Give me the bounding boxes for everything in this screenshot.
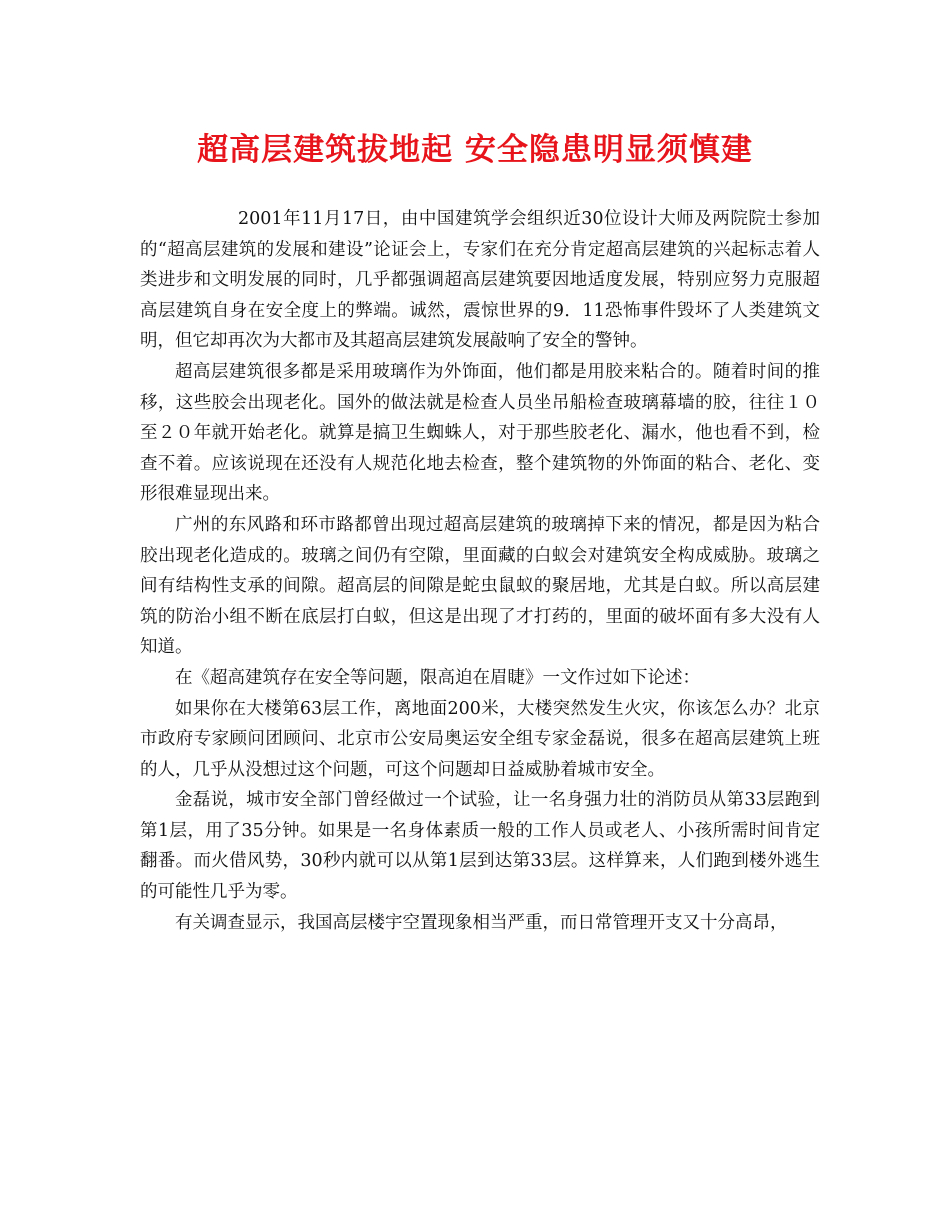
- body-paragraph: 如果你在大楼第63层工作，离地面200米，大楼突然发生火灾，你该怎么办？北京市政府专家顾问团顾问、北京市公安局奥运安全组专家金磊说，很多在超高层建筑上班的人，几乎从没想过这个问题，可这个问题却日益威胁着城市安全。: [140, 698, 820, 780]
- body-paragraph: 在《超高建筑存在安全等问题，限高迫在眉睫》一文作过如下论述：: [175, 667, 700, 688]
- document-title: 超高层建筑拔地起 安全隐患明显须慎建: [197, 132, 753, 168]
- body-paragraph: 有关调查显示，我国高层楼宇空置现象相当严重，而日常管理开支又十分高昂，: [175, 912, 788, 933]
- document-body: [140, 204, 820, 938]
- body-paragraph: 广州的东风路和环市路都曾出现过超高层建筑的玻璃掉下来的情况，都是因为粘合胶出现老化造成的。玻璃之间仍有空隙，里面藏的白蚁会对建筑安全构成威胁。玻璃之间有结构性支承的间隙。超高层的间隙是蛇虫鼠蚁的聚居地，尤其是白蚁。所以高层建筑的防治小组不断在底层打白蚁，但这是出现了才打药的，里面的破坏面有多大没有人知道。: [140, 514, 820, 658]
- body-paragraph: 超高层建筑很多都是采用玻璃作为外饰面，他们都是用胶来粘合的。随着时间的推移，这些胶会出现老化。国外的做法就是检查人员坐吊船检查玻璃幕墙的胶，往往１０至２０年就开始老化。就算是搞卫生蜘蛛人，对于那些胶老化、漏水，他也看不到，检查不着。应该说现在还没有人规范化地去检查，整个建筑物的外饰面的粘合、老化、变形很难显现出来。: [140, 361, 820, 505]
- body-paragraph: 金磊说，城市安全部门曾经做过一个试验，让一名身强力壮的消防员从第33层跑到第1层，用了35分钟。如果是一名身体素质一般的工作人员或老人、小孩所需时间肯定翻番。而火借风势，30秒内就可以从第1层到达第33层。这样算来，人们跑到楼外逃生的可能性几乎为零。: [140, 790, 820, 903]
- body-paragraph: 2001年11月17日，由中国建筑学会组织近30位设计大师及两院院士参加的“超高层建筑的发展和建设”论证会上，专家们在充分肯定超高层建筑的兴起标志着人类进步和文明发展的同时，几乎都强调超高层建筑要因地适度发展，特别应努力克服超高层建筑自身在安全度上的弊端。诚然，震惊世界的9．11恐怖事件毁坏了人类建筑文明，但它却再次为大都市及其超高层建筑发展敲响了安全的警钟。: [140, 209, 820, 352]
